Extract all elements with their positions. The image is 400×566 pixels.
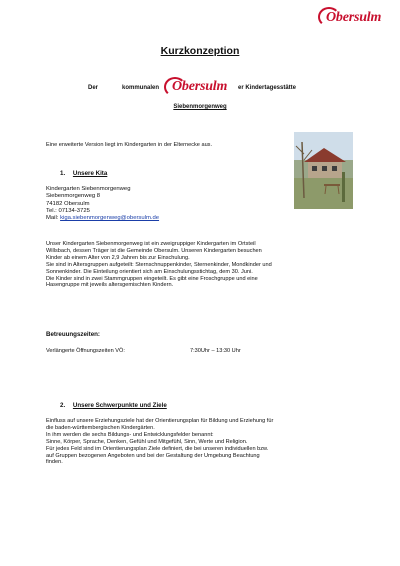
- address-line: Kindergarten Siebenmorgenweg: [46, 186, 131, 192]
- subtitle-logo-text: Obersulm: [172, 79, 228, 94]
- paragraph-line: Sie sind in Altersgruppen aufgeteilt: Sternschnuppenkinder, Sternenkinder, Mondkinder und: [46, 261, 272, 268]
- mail-label: Mail:: [46, 215, 61, 222]
- betreuung-label: Verlängerte Öffnungszeiten VÖ:: [46, 348, 125, 354]
- paragraph-line: auf Gruppen bezogenen Angeboten und bei der Gestaltung der Umgebung Beachtung: [46, 452, 260, 459]
- intro-text: Eine erweiterte Version liegt im Kindergarten in der Elternecke aus.: [46, 142, 213, 148]
- paragraph-line: Kinder ab einem Alter von 2,9 Jahren bis zur Einschulung.: [46, 254, 190, 261]
- section1-heading: [60, 170, 107, 177]
- section2-heading: [60, 402, 167, 409]
- subtitle-logo: [160, 76, 238, 96]
- section1-number: 1.: [60, 170, 66, 177]
- section2-paragraph: [46, 418, 273, 466]
- paragraph-line: In ihm werden die sechs Bildungs- und Entwicklungsfelder benannt:: [46, 431, 214, 438]
- subtitle-line2: Siebenmorgenweg: [173, 104, 227, 110]
- subtitle-line: [0, 79, 400, 96]
- betreuung-heading: Betreuungszeiten:: [46, 331, 100, 338]
- section2-title: Unsere Schwerpunkte und Ziele: [72, 402, 167, 409]
- paragraph-line: Sonnenkinder. Die Einteilung orientiert sich am Einschulungsstichtag, dem 30. Juni.: [46, 268, 253, 275]
- paragraph-line: Für jedes Feld sind im Orientierungsplan Ziele definiert, die bei unseren individuellen bzw.: [46, 445, 269, 452]
- paragraph-line: Hasengruppe mit jeweils altersgemischten Kindern.: [46, 282, 174, 289]
- address-line: 74182 Obersulm: [46, 200, 90, 207]
- mail-line: [46, 215, 159, 222]
- section2-number: 2.: [60, 402, 66, 409]
- kindergarten-photo: [294, 132, 353, 209]
- section1-title: Unsere Kita: [72, 170, 108, 177]
- paragraph-line: Unser Kindergarten Siebenmorgenweg ist ein zweigruppiger Kindergarten im Ortsteil: [46, 241, 256, 247]
- header-logo: [318, 6, 388, 28]
- section1-paragraph: [46, 241, 272, 289]
- subtitle-right: er Kindertagesstätte: [238, 85, 297, 91]
- logo-text: Obersulm: [326, 10, 382, 25]
- address-line: Tel.: 07134-3725: [46, 207, 90, 214]
- paragraph-line: Die Kinder sind in zwei Stammgruppen eingeteilt. Es gibt eine Froschgruppe und eine: [46, 275, 258, 282]
- subtitle-left: Der: [88, 85, 99, 91]
- paragraph-line: Einfluss auf unsere Erziehungsziele hat der Orientierungsplan für Bildung und Erziehung für: [46, 418, 274, 424]
- paragraph-line: Sinne, Körper, Sprache, Denken, Gefühl und Mitgefühl, Sinn, Werte und Religion.: [46, 438, 248, 445]
- page-title: Kurzkonzeption: [160, 45, 240, 57]
- address-line: Siebenmorgenweg 8: [46, 193, 101, 200]
- betreuung-time: 7:30Uhr – 13:30 Uhr: [190, 348, 241, 354]
- paragraph-line: finden.: [46, 459, 63, 466]
- paragraph-line: Willsbach, dessen Träger ist die Gemeinde Obersulm. Unseren Kindergarten besuchen: [46, 247, 262, 254]
- paragraph-line: die baden-württembergischen Kindergärten.: [46, 424, 155, 431]
- subtitle-middle: kommunalen: [122, 85, 160, 91]
- kindergarten-photo-drawing: [294, 132, 353, 209]
- address-block: [46, 186, 159, 222]
- mail-link[interactable]: kiga.siebenmorgenweg@obersulm.de: [60, 215, 160, 222]
